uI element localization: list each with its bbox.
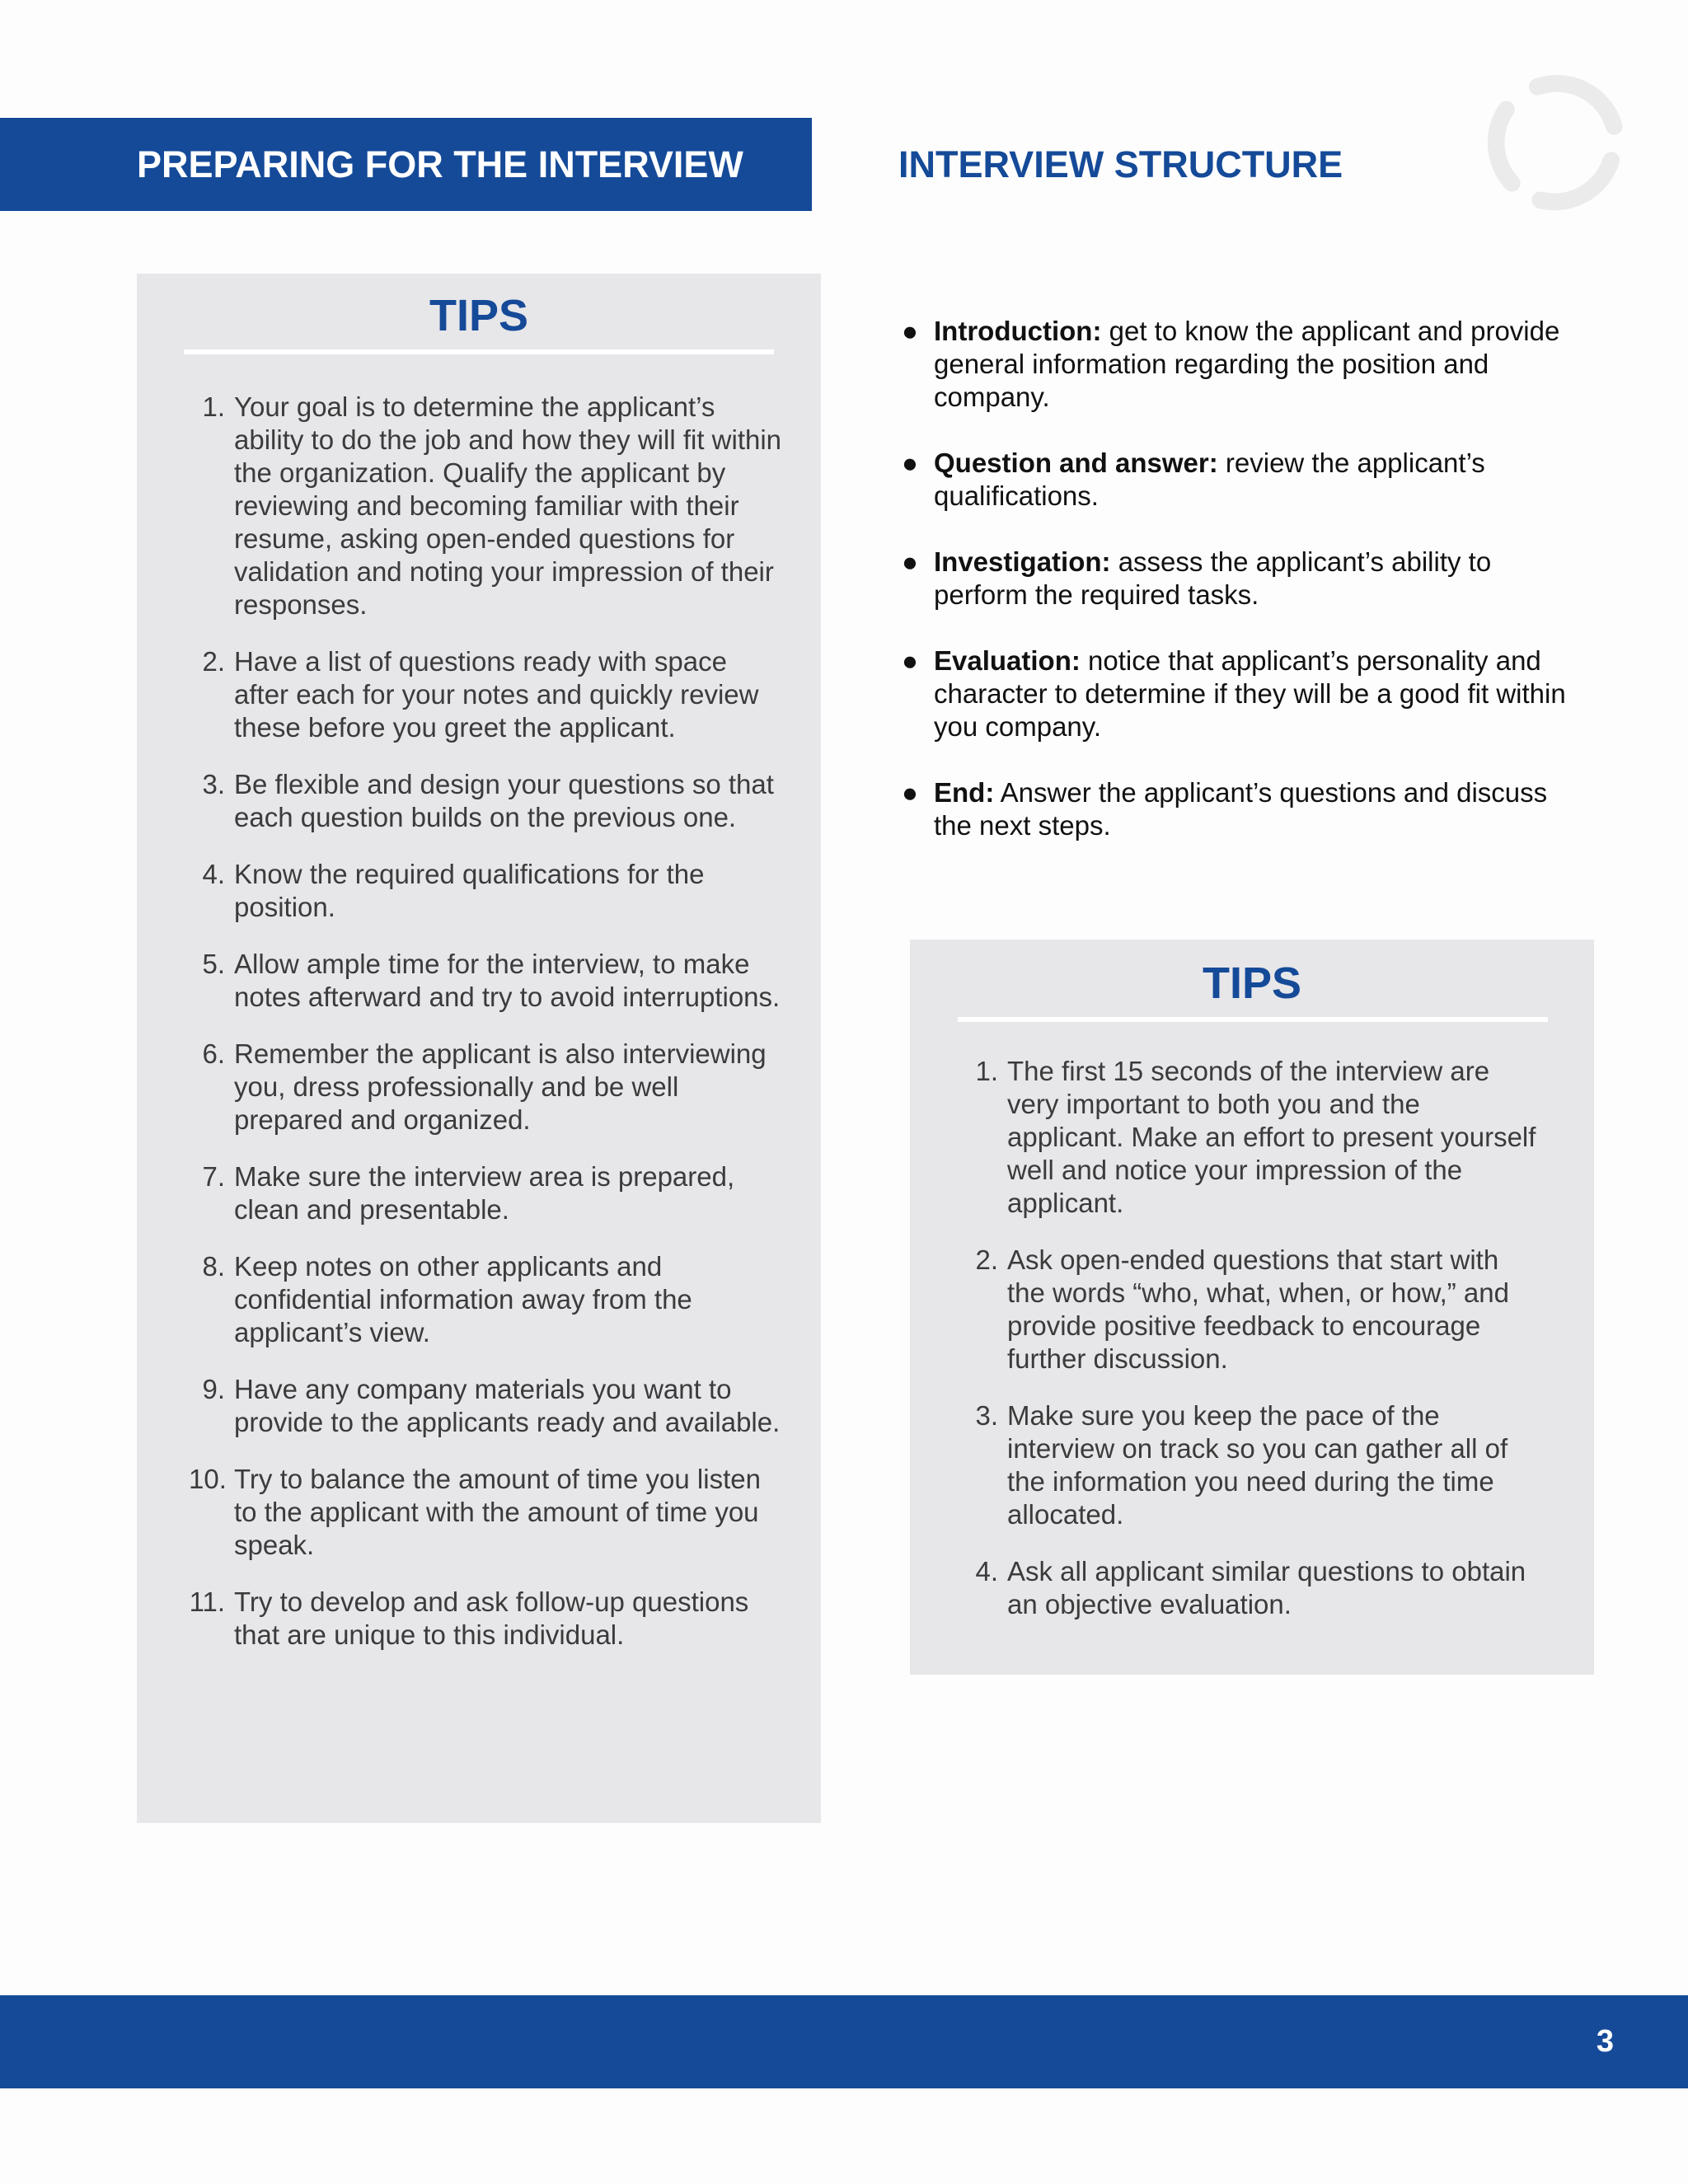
list-item-text: Allow ample time for the interview, to make notes afterward and try to avoid interruptions. bbox=[234, 949, 781, 1012]
tips-title: TIPS bbox=[429, 291, 529, 340]
tips-box-right bbox=[910, 940, 1594, 1675]
list-item bbox=[962, 1399, 1539, 1531]
list-item bbox=[189, 1160, 782, 1226]
list-number: 8. bbox=[202, 1251, 225, 1282]
list-item bbox=[189, 391, 782, 621]
list-item-text: Have a list of questions ready with space after each for your notes and quickly review these before you greet the applicant. bbox=[234, 646, 759, 743]
list-item bbox=[189, 948, 782, 1014]
list-item bbox=[962, 1555, 1539, 1621]
list-item-term: Investigation: bbox=[934, 546, 1111, 577]
list-item-text: Keep notes on other applicants and confidential information away from the applicant’s view. bbox=[234, 1251, 692, 1347]
list-item-text: assess the applicant’s ability to perform the required tasks. bbox=[934, 546, 1492, 610]
footer-band bbox=[0, 1995, 1688, 2088]
page-number: 3 bbox=[1596, 2024, 1614, 2059]
list-item-text: Try to develop and ask follow-up questions that are unique to this individual. bbox=[234, 1586, 749, 1650]
list-item bbox=[898, 644, 1591, 743]
list-item-text: get to know the applicant and provide general information regarding the position and company. bbox=[934, 316, 1560, 412]
list-number: 6. bbox=[202, 1038, 225, 1069]
bullet-icon: ● bbox=[902, 316, 918, 346]
list-number: 3. bbox=[202, 769, 225, 799]
list-item-text: The first 15 seconds of the interview are very important to both you and the applicant. Make an effort to present yourself well and notice your impression of the applicant. bbox=[1007, 1056, 1536, 1218]
circular-arrows-logo-icon bbox=[1484, 73, 1625, 214]
bullet-icon: ● bbox=[902, 645, 918, 676]
bullet-icon: ● bbox=[902, 777, 918, 808]
tips-title: TIPS bbox=[1202, 958, 1302, 1008]
tips-box-left bbox=[137, 274, 821, 1823]
list-item bbox=[189, 1586, 782, 1652]
section-title-structure: INTERVIEW STRUCTURE bbox=[898, 143, 1343, 185]
bullet-icon: ● bbox=[902, 448, 918, 478]
tips-divider bbox=[184, 349, 774, 354]
list-item-text: Make sure you keep the pace of the interview on track so you can gather all of the information you need during the time allocated. bbox=[1007, 1400, 1508, 1530]
list-item bbox=[962, 1244, 1539, 1376]
list-number: 5. bbox=[202, 949, 225, 979]
tips-divider bbox=[958, 1017, 1548, 1022]
list-number: 1. bbox=[202, 391, 225, 422]
list-item bbox=[898, 447, 1591, 513]
list-number: 1. bbox=[975, 1056, 998, 1086]
list-item-text: Make sure the interview area is prepared, clean and presentable. bbox=[234, 1161, 735, 1225]
list-item-text: Have any company materials you want to provide to the applicants ready and available. bbox=[234, 1374, 781, 1437]
list-item bbox=[189, 1038, 782, 1137]
list-number: 4. bbox=[202, 859, 225, 889]
list-item bbox=[898, 315, 1591, 414]
list-item-text: Your goal is to determine the applicant’s ability to do the job and how they will fit within the organization. Qualify the applicant by reviewing and becoming familiar with their resume, asking open-ended questions for validation and noting your impression of their responses. bbox=[234, 391, 782, 620]
list-number: 2. bbox=[975, 1244, 998, 1275]
bullet-icon: ● bbox=[902, 546, 918, 577]
list-item bbox=[898, 776, 1591, 842]
tips-list-left bbox=[189, 391, 782, 1675]
list-item-text: Ask all applicant similar questions to obtain an objective evaluation. bbox=[1007, 1556, 1526, 1619]
list-item bbox=[189, 645, 782, 744]
list-item-term: End: bbox=[934, 777, 995, 808]
list-item-term: Evaluation: bbox=[934, 645, 1081, 676]
list-item-text: Try to balance the amount of time you listen to the applicant with the amount of time you speak. bbox=[234, 1464, 761, 1560]
list-number: 7. bbox=[202, 1161, 225, 1192]
list-number: 2. bbox=[202, 646, 225, 677]
list-item bbox=[189, 1250, 782, 1349]
structure-list bbox=[898, 315, 1591, 875]
list-item bbox=[189, 1463, 782, 1562]
list-item-text: Know the required qualifications for the position. bbox=[234, 859, 705, 922]
list-item bbox=[962, 1055, 1539, 1220]
section-title-preparing: PREPARING FOR THE INTERVIEW bbox=[137, 143, 743, 185]
list-number: 3. bbox=[975, 1400, 998, 1431]
list-item bbox=[898, 546, 1591, 612]
list-item-text: Be flexible and design your questions so that each question builds on the previous one. bbox=[234, 769, 774, 832]
tips-list-right bbox=[962, 1055, 1539, 1645]
list-item-text: review the applicant’s qualifications. bbox=[934, 448, 1485, 511]
list-item-text: Ask open-ended questions that start with the words “who, what, when, or how,” and provide positive feedback to encourage further discussion. bbox=[1007, 1244, 1509, 1374]
list-number: 10. bbox=[189, 1464, 227, 1494]
list-item-term: Introduction: bbox=[934, 316, 1102, 346]
list-item bbox=[189, 768, 782, 834]
list-item bbox=[189, 858, 782, 924]
list-item-term: Question and answer: bbox=[934, 448, 1218, 478]
list-item-text: Answer the applicant’s questions and discuss the next steps. bbox=[934, 777, 1548, 841]
list-item-text: notice that applicant’s personality and character to determine if they will be a good fit within you company. bbox=[934, 645, 1566, 742]
list-item bbox=[189, 1373, 782, 1439]
list-number: 4. bbox=[975, 1556, 998, 1586]
list-item-text: Remember the applicant is also interviewing you, dress professionally and be well prepared and organized. bbox=[234, 1038, 767, 1135]
list-number: 11. bbox=[189, 1586, 225, 1617]
list-number: 9. bbox=[202, 1374, 225, 1404]
